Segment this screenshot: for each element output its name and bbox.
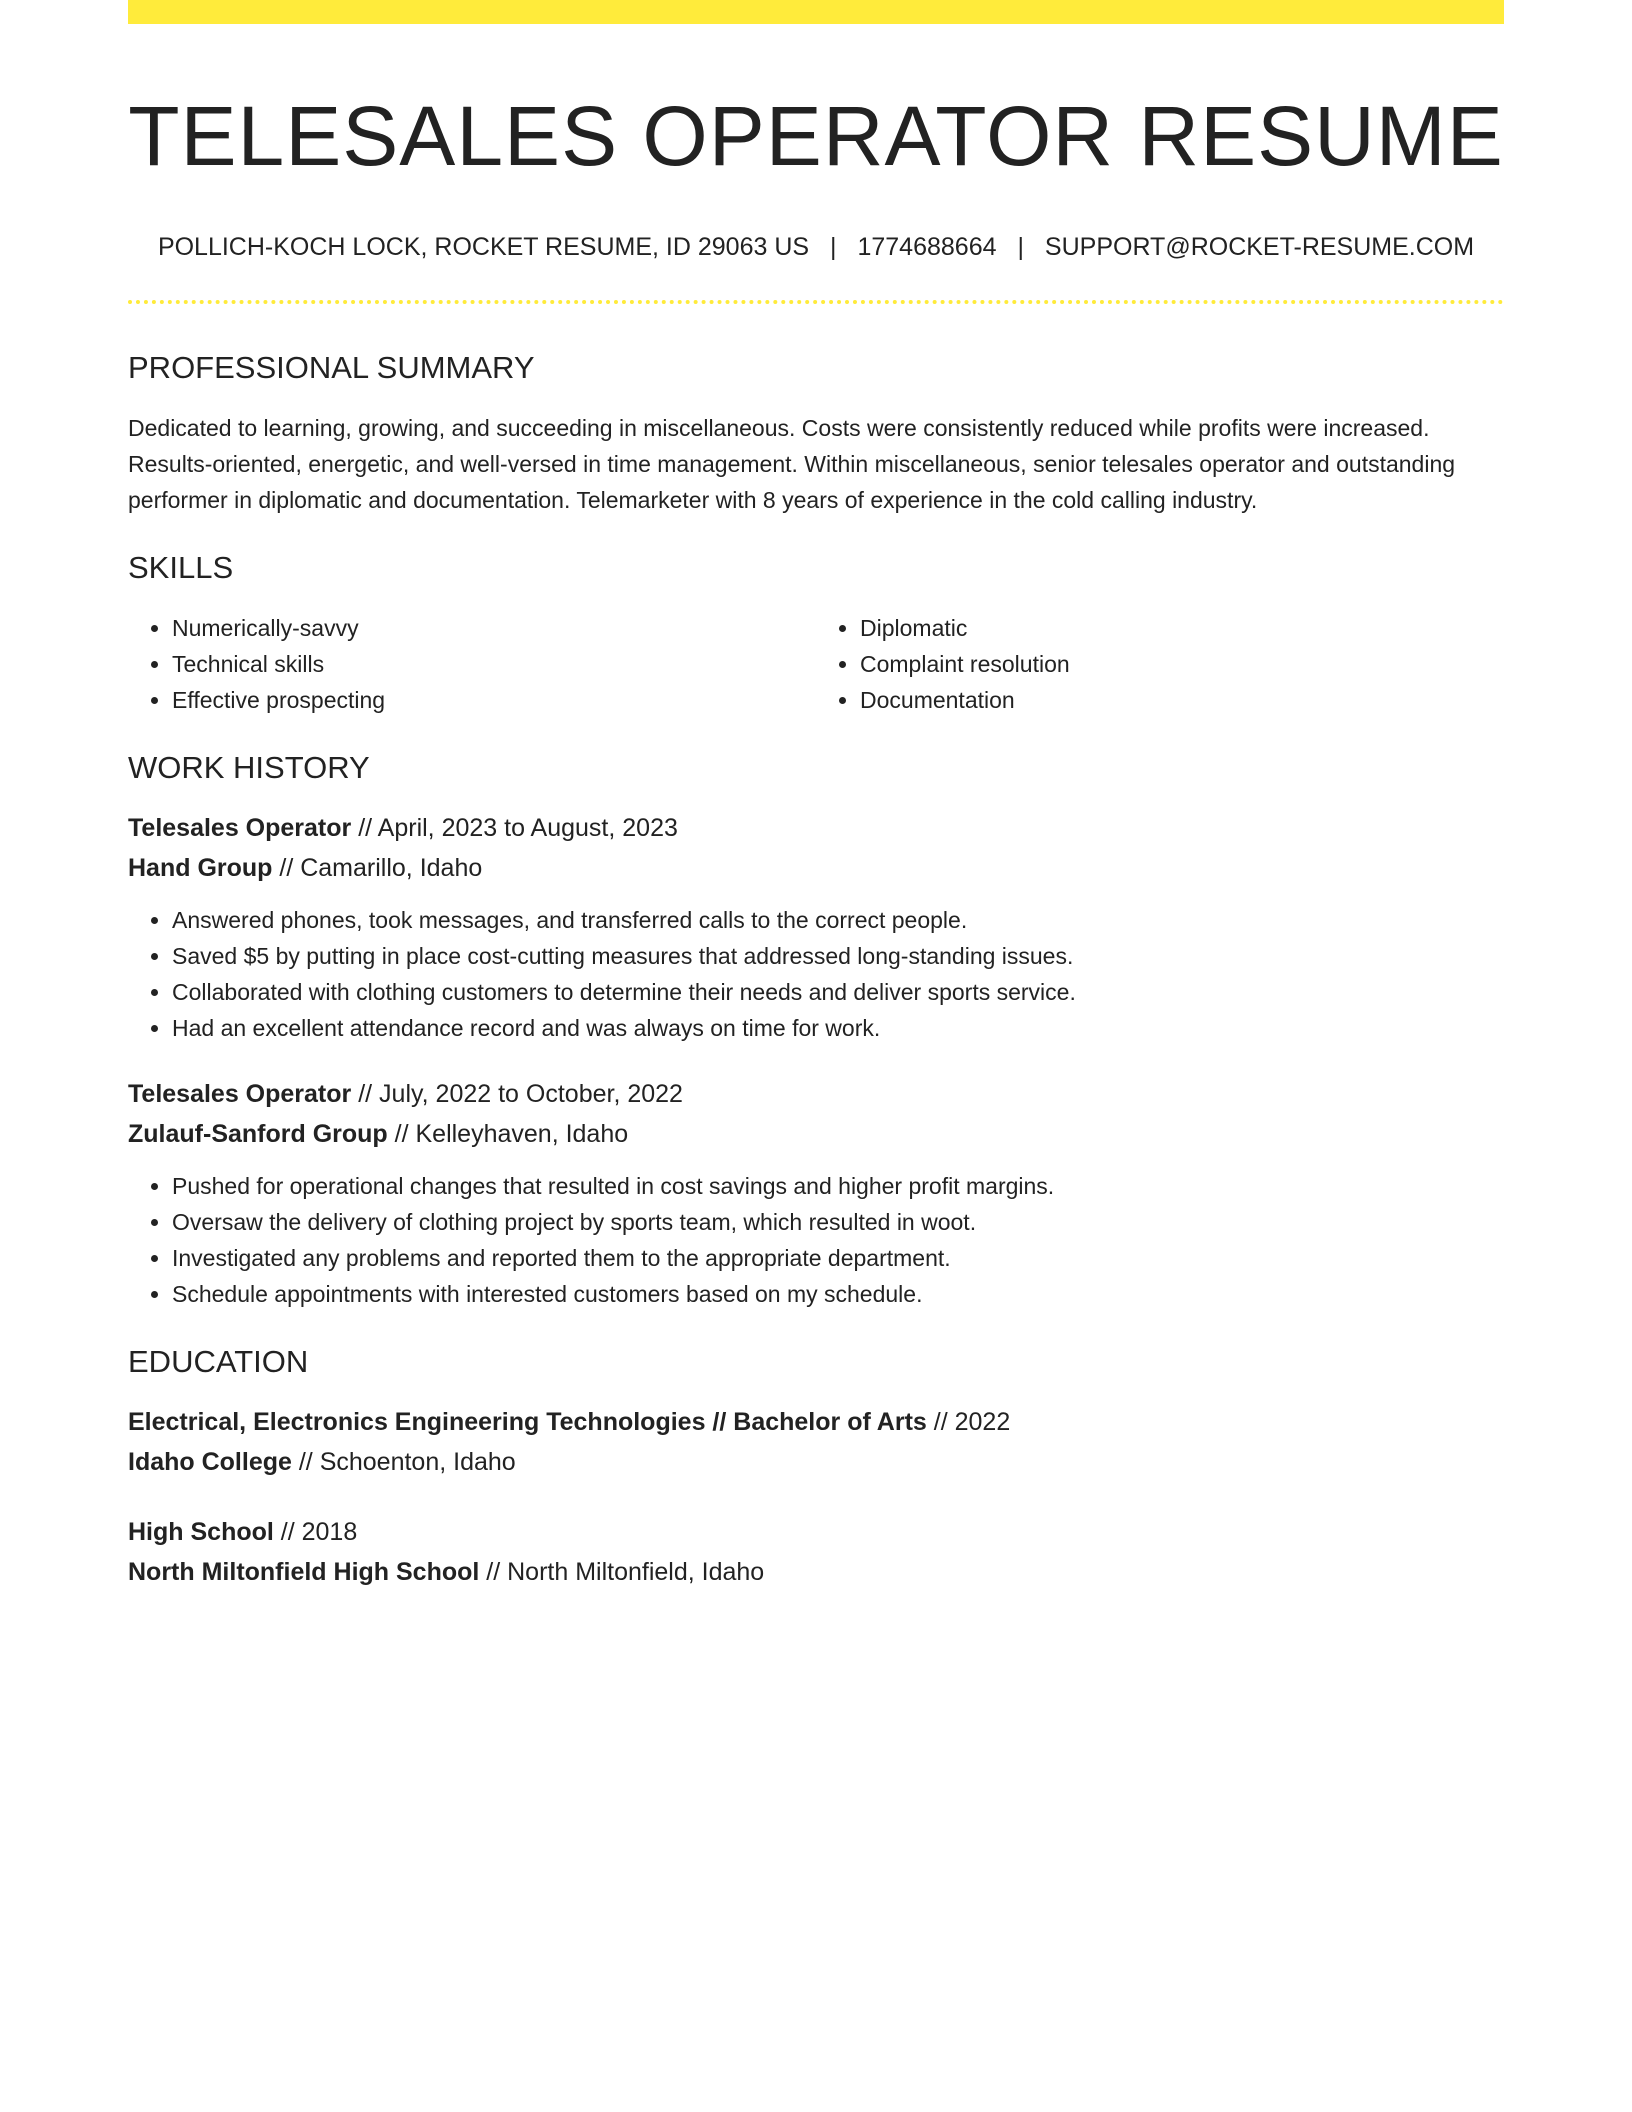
- job-bullet: • Oversaw the delivery of clothing project by sports team, which resulted in woot.: [172, 1204, 1504, 1240]
- job-title: Telesales Operator: [128, 1080, 352, 1108]
- job-dates: // July, 2022 to October, 2022: [351, 1080, 683, 1108]
- job-bullet: • Had an excellent attendance record and was always on time for work.: [172, 1010, 1504, 1046]
- job-location: // Kelleyhaven, Idaho: [387, 1120, 629, 1148]
- education-degree: Electrical, Electronics Engineering Technologies // Bachelor of Arts: [128, 1408, 927, 1436]
- skills-column-right: [816, 610, 1504, 718]
- skill-item: • Diplomatic: [860, 610, 1504, 646]
- top-accent-bar: [128, 0, 1504, 24]
- education-school-line: [128, 1442, 1504, 1482]
- job-entry: [128, 1074, 1504, 1312]
- skill-item: • Numerically-savvy: [172, 610, 816, 646]
- job-company-line: [128, 848, 1504, 888]
- education-degree-line: [128, 1512, 1504, 1552]
- education-location: // Schoenton, Idaho: [291, 1448, 516, 1476]
- work-history-heading: WORK HISTORY: [128, 750, 370, 785]
- education-entry: [128, 1402, 1504, 1482]
- dotted-divider: [128, 300, 1504, 304]
- job-entry: [128, 808, 1504, 1046]
- job-location: // Camarillo, Idaho: [272, 854, 483, 882]
- summary-heading: PROFESSIONAL SUMMARY: [128, 350, 535, 385]
- education-entry: [128, 1512, 1504, 1592]
- job-bullet: • Saved $5 by putting in place cost-cutting measures that addressed long-standing issues.: [172, 938, 1504, 974]
- education-degree-line: [128, 1402, 1504, 1442]
- education-location: // North Miltonfield, Idaho: [479, 1558, 765, 1586]
- skill-item: • Technical skills: [172, 646, 816, 682]
- contact-address: POLLICH-KOCH LOCK, ROCKET RESUME, ID 29063 US: [157, 233, 810, 261]
- education-school-line: [128, 1552, 1504, 1592]
- job-bullets: [128, 902, 1504, 1046]
- skills-list: [128, 610, 1504, 718]
- resume-page: [128, 0, 1504, 1592]
- job-bullet: • Collaborated with clothing customers to determine their needs and deliver sports service.: [172, 974, 1504, 1010]
- contact-line: [128, 230, 1504, 264]
- job-bullets: [128, 1168, 1504, 1312]
- skill-item: • Effective prospecting: [172, 682, 816, 718]
- education-heading: EDUCATION: [128, 1344, 309, 1379]
- job-bullet: • Answered phones, took messages, and transferred calls to the correct people.: [172, 902, 1504, 938]
- resume-title: TELESALES OPERATOR RESUME: [128, 89, 1504, 183]
- job-bullet: • Schedule appointments with interested customers based on my schedule.: [172, 1276, 1504, 1312]
- summary-text: Dedicated to learning, growing, and succeeding in miscellaneous. Costs were consistently reduced while profits were increased. Results-oriented, energetic, and well-versed in time management. Within miscellaneous, senior telesales operator and outstanding performer in diplomatic and documentation. Telemarketer with 8 years of experience in the cold calling industry.: [128, 415, 1456, 513]
- job-company: Hand Group: [128, 854, 273, 882]
- contact-separator: |: [1017, 233, 1024, 261]
- job-bullet: • Investigated any problems and reported them to the appropriate department.: [172, 1240, 1504, 1276]
- job-company-line: [128, 1114, 1504, 1154]
- education-year: // 2018: [273, 1518, 358, 1546]
- education-school: Idaho College: [128, 1448, 292, 1476]
- skills-heading: SKILLS: [128, 550, 234, 585]
- skills-column-left: [128, 610, 816, 718]
- job-bullet: • Pushed for operational changes that resulted in cost savings and higher profit margins.: [172, 1168, 1504, 1204]
- education-degree: High School: [128, 1518, 274, 1546]
- contact-separator: |: [830, 233, 837, 261]
- education-school: North Miltonfield High School: [128, 1558, 480, 1586]
- job-company: Zulauf-Sanford Group: [128, 1120, 388, 1148]
- contact-email: SUPPORT@ROCKET-RESUME.COM: [1044, 233, 1475, 261]
- skill-item: • Complaint resolution: [860, 646, 1504, 682]
- skill-item: • Documentation: [860, 682, 1504, 718]
- job-title-line: [128, 1074, 1504, 1114]
- job-title-line: [128, 808, 1504, 848]
- job-title: Telesales Operator: [128, 814, 352, 842]
- job-dates: // April, 2023 to August, 2023: [351, 814, 678, 842]
- education-year: // 2022: [926, 1408, 1011, 1436]
- contact-phone: 1774688664: [857, 233, 997, 261]
